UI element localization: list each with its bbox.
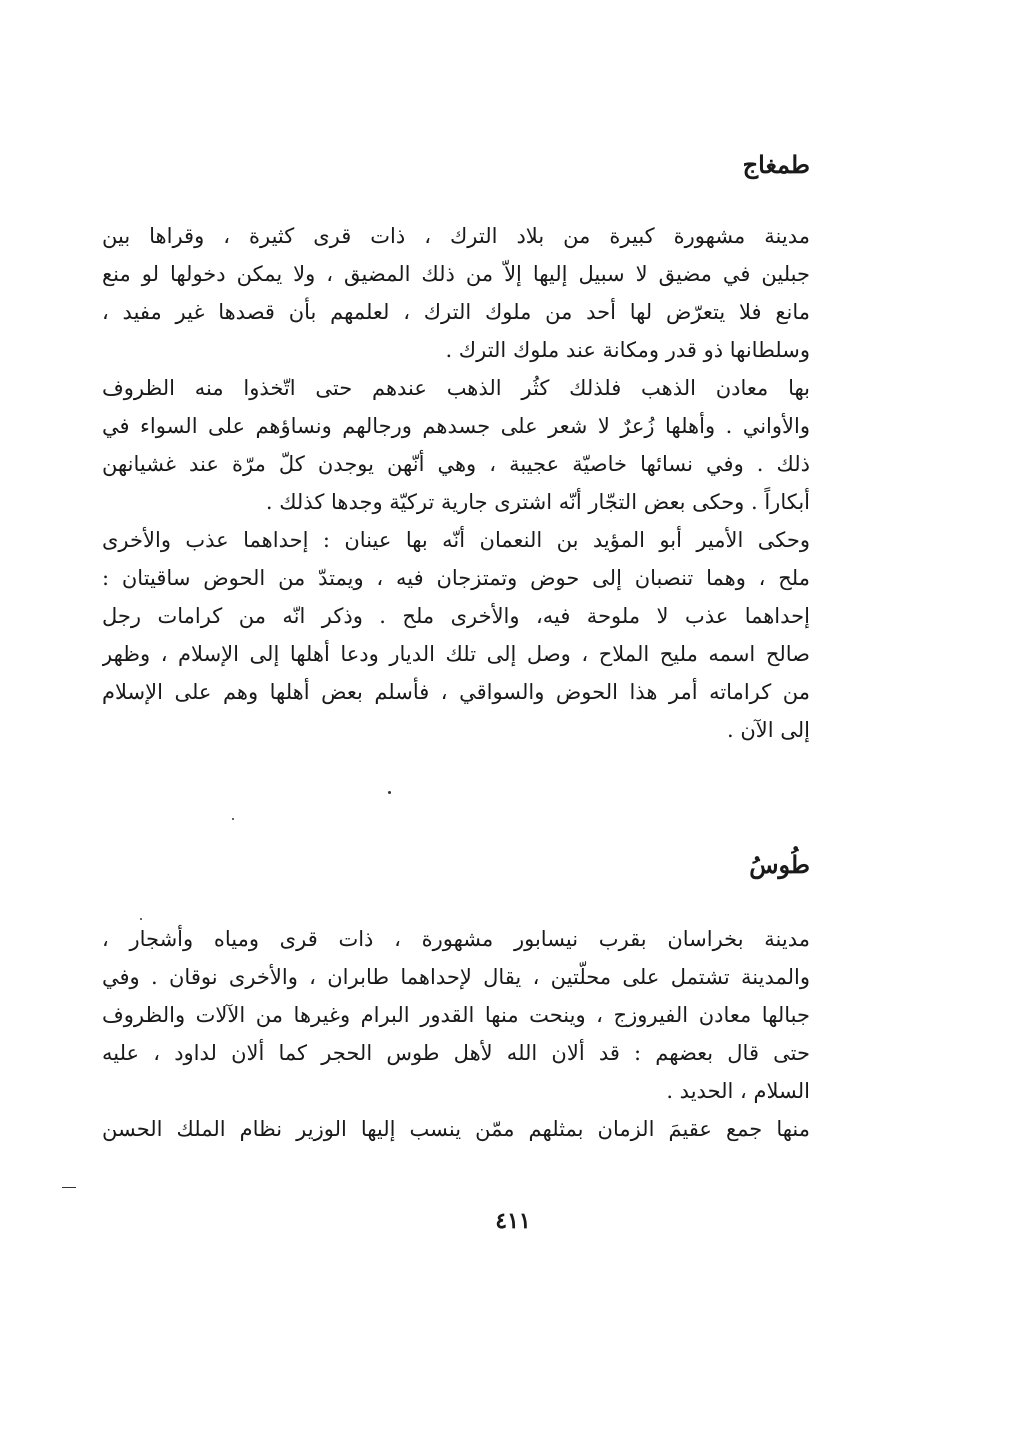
text-line: جبلين في مضيق لا سبيل إليها إلاّ من ذلك المضيق ، ولا يمكن دخولها لو منع xyxy=(102,262,810,286)
scan-speck xyxy=(62,1187,76,1188)
page-number: ٤١١ xyxy=(495,1208,531,1234)
paragraph xyxy=(102,369,810,521)
text-line: أبكاراً . وحكى بعض التجّار أنّه اشترى جارية تركيّة وجدها كذلك . xyxy=(265,490,810,514)
entry-title-tus: طُوسُ xyxy=(749,850,810,879)
text-line: مانع فلا يتعرّض لها أحد من ملوك الترك ، لعلمهم بأن قصدها غير مفيد ، xyxy=(102,300,810,324)
entry-body-tus xyxy=(102,920,810,1148)
text-line: حتى قال بعضهم : قد ألان الله لأهل طوس الحجر كما ألان لداود ، عليه xyxy=(102,1041,810,1065)
text-line: ملح ، وهما تنصبان إلى حوض وتمتزجان فيه ، ويمتدّ من الحوض ساقيتان : xyxy=(102,566,810,590)
text-line: وسلطانها ذو قدر ومكانة عند ملوك الترك . xyxy=(445,338,810,362)
text-line: منها جمع عقيمَ الزمان بمثلهم ممّن ينسب إليها الوزير نظام الملك الحسن xyxy=(102,1117,810,1141)
text-line: مدينة بخراسان بقرب نيسابور مشهورة ، ذات قرى ومياه وأشجار ، xyxy=(102,927,810,951)
scan-speck xyxy=(388,791,391,794)
entry-title-tamghaj: طمغاج xyxy=(742,150,810,179)
text-line: السلام ، الحديد . xyxy=(666,1079,810,1103)
paragraph xyxy=(102,521,810,749)
text-line: بها معادن الذهب فلذلك كثُر الذهب عندهم حتى اتّخذوا منه الظروف xyxy=(102,376,810,400)
paragraph xyxy=(102,920,810,1110)
scan-speck xyxy=(232,818,234,820)
text-line: من كراماته أمر هذا الحوض والسواقي ، فأسلم بعض أهلها وهم على الإسلام xyxy=(102,680,810,704)
text-line: ذلك . وفي نسائها خاصيّة عجيبة ، وهي أنّهن يوجدن كلّ مرّة عند غشيانهن xyxy=(102,452,810,476)
text-line: إلى الآن . xyxy=(727,718,810,742)
text-line: مدينة مشهورة كبيرة من بلاد الترك ، ذات قرى كثيرة ، وقراها بين xyxy=(102,224,810,248)
entry-body-tamghaj xyxy=(102,217,810,749)
text-line: صالح اسمه مليح الملاح ، وصل إلى تلك الديار ودعا أهلها إلى الإسلام ، وظهر xyxy=(102,642,810,666)
paragraph xyxy=(102,217,810,369)
text-line: إحداهما عذب لا ملوحة فيه، والأخرى ملح . وذكر انّه من كرامات رجل xyxy=(102,604,810,628)
text-line: والأواني . وأهلها زُعرٌ لا شعر على جسدهم ورجالهم ونساؤهم على السواء في xyxy=(102,414,810,438)
paragraph xyxy=(102,1110,810,1148)
scan-speck xyxy=(140,918,142,920)
text-line: جبالها معادن الفيروزج ، وينحت منها القدور البرام وغيرها من الآلات والظروف xyxy=(102,1003,810,1027)
text-line: وحكى الأمير أبو المؤيد بن النعمان أنّه بها عينان : إحداهما عذب والأخرى xyxy=(102,528,810,552)
text-line: والمدينة تشتمل على محلّتين ، يقال لإحداهما طابران ، والأخرى نوقان . وفي xyxy=(102,965,810,989)
